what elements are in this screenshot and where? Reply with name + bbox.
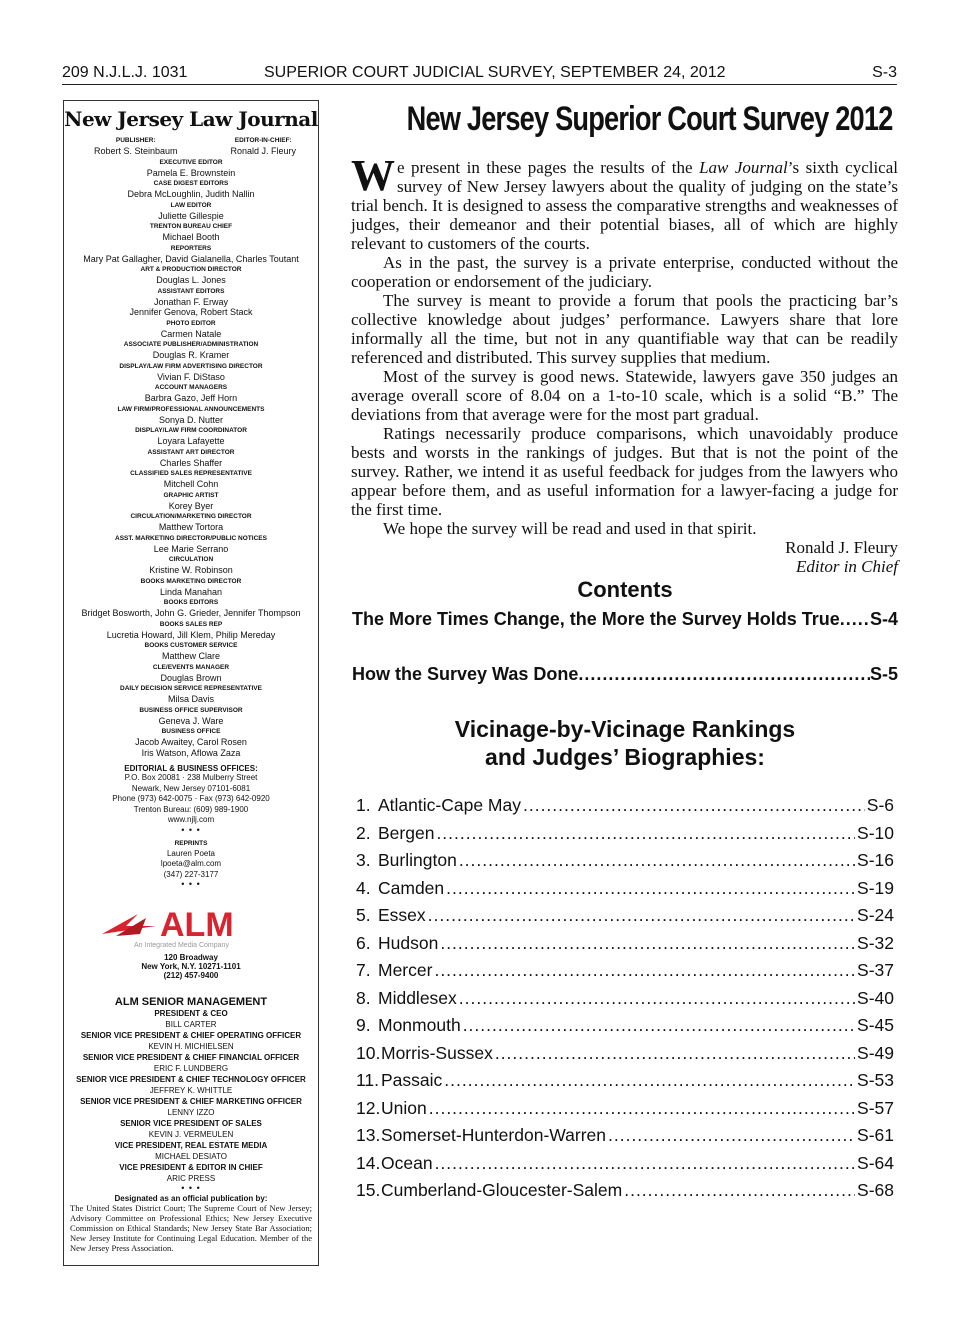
staff-role: CIRCULATION/MARKETING DIRECTOR bbox=[130, 513, 252, 520]
staff-names: Geneva J. Ware bbox=[158, 715, 224, 726]
toc-item-page: S-5 bbox=[869, 664, 898, 684]
vicinage-item[interactable] bbox=[356, 960, 894, 981]
divider-dots: • • • bbox=[181, 879, 201, 889]
leader-dots bbox=[434, 960, 855, 981]
editor-name: Ronald J. Fleury bbox=[230, 146, 296, 156]
vicinage-page: S-68 bbox=[857, 1180, 894, 1200]
leader-dots bbox=[440, 933, 855, 954]
vicinage-page: S-32 bbox=[857, 932, 894, 953]
vicinage-number: 6. bbox=[356, 932, 371, 953]
staff-names: Mitchell Cohn bbox=[163, 479, 219, 489]
staff-role: TRENTON BUREAU CHIEF bbox=[149, 223, 233, 230]
staff-names: Douglas Brown bbox=[160, 672, 222, 683]
vicinage-number: 14. bbox=[356, 1152, 381, 1173]
vicinage-page: S-57 bbox=[857, 1097, 894, 1118]
senior-name: LENNY IZZO bbox=[167, 1108, 215, 1117]
vicinage-name: Union bbox=[381, 1097, 427, 1118]
senior-role: SENIOR VICE PRESIDENT & CHIEF MARKETING OFFICER bbox=[80, 1097, 302, 1106]
vicinage-item[interactable] bbox=[356, 1180, 894, 1201]
vicinage-item[interactable] bbox=[356, 988, 894, 1009]
senior-role: SENIOR VICE PRESIDENT & CHIEF TECHNOLOGY OFFICER bbox=[76, 1075, 306, 1084]
p1-text-a: e present in these pages the results of the bbox=[397, 158, 700, 177]
vicinage-name: Essex bbox=[378, 905, 426, 925]
staff-role: BOOKS EDITORS bbox=[163, 599, 219, 606]
vicinage-heading bbox=[352, 715, 898, 771]
senior-name: BILL CARTER bbox=[165, 1020, 217, 1029]
article-body bbox=[351, 151, 898, 576]
senior-name: ARIC PRESS bbox=[166, 1174, 216, 1183]
publication-name: Law Journal bbox=[699, 158, 788, 177]
vicinage-page: S-45 bbox=[857, 1015, 894, 1035]
vicinage-page: S-61 bbox=[857, 1125, 894, 1145]
staff-names: Vivian F. DiStaso bbox=[157, 371, 225, 382]
designated-text: The United States District Court; The Supreme Court of New Jersey; Advisory Committee on Professional Ethics; New Jersey Executive Commission on Ethical Standards; New Jersey State Bar Association; New Jersey Institute for Continuing Legal Education. Member of the New Jersey Press Association. bbox=[70, 1203, 312, 1253]
vicinage-number: 11. bbox=[356, 1070, 380, 1090]
vicinage-item[interactable] bbox=[356, 1043, 894, 1064]
staff-names: Juliette Gillespie bbox=[158, 210, 224, 221]
publisher-name: Robert S. Steinbaum bbox=[94, 146, 178, 156]
staff-names: Michael Booth bbox=[162, 232, 220, 242]
paragraph-6: We hope the survey will be read and used in that spirit. bbox=[383, 519, 757, 538]
staff-names: Barbra Gazo, Jeff Horn bbox=[144, 393, 238, 403]
vicinage-name: Morris-Sussex bbox=[381, 1042, 493, 1063]
alm-tagline: An Integrated Media Company bbox=[134, 942, 229, 949]
staff-role: ASSOCIATE PUBLISHER/ADMINISTRATION bbox=[123, 341, 259, 348]
vicinage-number: 15. bbox=[356, 1180, 381, 1200]
staff-names: Charles Shaffer bbox=[159, 457, 223, 468]
leader-dots bbox=[840, 609, 870, 630]
staff-names: Douglas R. Kramer bbox=[152, 350, 230, 360]
senior-role: SENIOR VICE PRESIDENT & CHIEF OPERATING OFFICER bbox=[80, 1031, 302, 1040]
newspaper-logo: New Jersey Law Journal bbox=[64, 107, 318, 131]
vicinage-page: S-49 bbox=[857, 1042, 894, 1063]
office-line: www.njlj.com bbox=[167, 815, 215, 824]
vicinage-page: S-24 bbox=[857, 905, 894, 925]
paragraph-2: As in the past, the survey is a private enterprise, conducted without the cooperation or endorsement of the judiciary. bbox=[351, 253, 898, 291]
vicinage-name: Atlantic-Cape May bbox=[378, 795, 521, 815]
vicinage-name: Somerset-Hunterdon-Warren bbox=[381, 1125, 606, 1145]
alm-logo-text: ALM bbox=[160, 906, 234, 944]
reprints-contact bbox=[64, 849, 318, 881]
paragraph-3: The survey is meant to provide a forum that pools the practicing bar’s collective knowledge about judges’ performance. Lawyers share that lore informally all the time, but not in any quantifiable way that can be readily referenced and distributed. This survey supplies that medium. bbox=[351, 291, 898, 367]
masthead-box bbox=[63, 100, 319, 1266]
staff-names: Jonathan F. Erway Jennifer Genova, Robert Stack bbox=[129, 296, 253, 317]
vicinage-item[interactable] bbox=[356, 850, 894, 871]
staff-role: BOOKS MARKETING DIRECTOR bbox=[140, 577, 242, 585]
article-title: New Jersey Superior Court Survey 2012 bbox=[406, 100, 893, 138]
staff-names: Pamela E. Brownstein bbox=[146, 167, 236, 178]
vicinage-name: Middlesex bbox=[378, 987, 457, 1008]
leader-dots bbox=[578, 664, 870, 685]
staff-names: Matthew Clare bbox=[161, 651, 221, 661]
p1-text-b: ’s sixth cyclical survey of New Jersey lawyers about the quality of judging on the state’s trial bench. It is designed to assess the comparative strengths and weaknesses of judges, their demeanor and their potential biases, all of which are highly relevant to customers of the courts. bbox=[351, 158, 898, 253]
divider-dots: • • • bbox=[181, 824, 201, 835]
vicinage-name: Ocean bbox=[381, 1152, 433, 1173]
vicinage-item[interactable] bbox=[356, 823, 894, 844]
vicinage-item[interactable] bbox=[356, 1125, 894, 1146]
offices-title: EDITORIAL & BUSINESS OFFICES: bbox=[124, 764, 258, 773]
senior-role: VICE PRESIDENT, REAL ESTATE MEDIA bbox=[114, 1141, 268, 1150]
paragraph-5: Ratings necessarily produce comparisons, which unavoidably produce bests and worsts in the rankings of judges. But that is not the point of the survey. Rather, we intend it as useful feedback for judges from the lawyers who appear before them, and as useful information for a lawyer-facing a judge for the first time. bbox=[351, 424, 898, 519]
alm-address bbox=[64, 953, 318, 980]
staff-names: Carmen Natale bbox=[160, 328, 222, 339]
vicinage-name: Cumberland-Gloucester-Salem bbox=[381, 1180, 623, 1200]
divider-dots: • • • bbox=[181, 1183, 201, 1193]
leader-dots bbox=[608, 1125, 855, 1146]
vicinage-item[interactable] bbox=[356, 1070, 894, 1091]
reprints-role: REPRINTS bbox=[174, 839, 208, 847]
office-line: Trenton Bureau: (609) 989-1900 bbox=[133, 804, 249, 814]
staff-names: Korey Byer bbox=[168, 500, 214, 511]
publisher-editor-row bbox=[64, 135, 318, 157]
staff-names: Lee Marie Serrano bbox=[153, 543, 229, 554]
staff-role: ASST. MARKETING DIRECTOR/PUBLIC NOTICES bbox=[115, 534, 267, 542]
offices-address bbox=[64, 773, 318, 826]
paragraph-4: Most of the survey is good news. Statewide, lawyers gave 350 judges an average overall score of 8.04 on a 1-to-10 scale, which is a solid “B.” The deviations from that average were for the most part gradual. bbox=[351, 367, 898, 424]
vicinage-name: Hudson bbox=[378, 932, 439, 953]
leader-dots bbox=[429, 1098, 855, 1119]
vicinage-item[interactable] bbox=[356, 795, 894, 816]
signature-title: Editor in Chief bbox=[796, 557, 898, 576]
toc-item-label: The More Times Change, the More the Survey Holds True bbox=[352, 609, 840, 629]
leader-dots bbox=[624, 1180, 855, 1201]
vicinage-number: 10. bbox=[356, 1042, 381, 1063]
vicinage-page: S-16 bbox=[857, 850, 894, 870]
vicinage-number: 4. bbox=[356, 877, 371, 898]
vicinage-page: S-53 bbox=[857, 1070, 894, 1090]
vicinage-name: Bergen bbox=[378, 822, 435, 843]
staff-names: Debra McLoughlin, Judith Nallin bbox=[127, 189, 255, 199]
vicinage-heading-line-2: and Judges’ Biographies: bbox=[485, 744, 765, 770]
paragraph-1 bbox=[351, 151, 898, 253]
office-line: Newark, New Jersey 07101-6081 bbox=[131, 783, 251, 793]
leader-dots bbox=[436, 823, 855, 844]
alm-address-line: New York, N.Y. 10271-1101 bbox=[141, 962, 241, 971]
leader-dots bbox=[446, 878, 855, 899]
vicinage-number: 12. bbox=[356, 1097, 381, 1118]
staff-role: LAW EDITOR bbox=[170, 201, 212, 209]
senior-management-title: ALM SENIOR MANAGEMENT bbox=[114, 996, 268, 1008]
editor-role: EDITOR-IN-CHIEF: bbox=[234, 137, 292, 144]
senior-name: MICHAEL DESIATO bbox=[155, 1152, 227, 1161]
alm-address-line: (212) 457-9400 bbox=[163, 971, 219, 980]
staff-role: DAILY DECISION SERVICE REPRESENTATIVE bbox=[120, 685, 262, 692]
vicinage-number: 9. bbox=[356, 1015, 371, 1035]
toc-item-label: How the Survey Was Done bbox=[352, 664, 579, 684]
vicinage-heading-line-1: Vicinage-by-Vicinage Rankings bbox=[454, 716, 796, 742]
senior-role: VICE PRESIDENT & EDITOR IN CHIEF bbox=[119, 1163, 263, 1172]
staff-role: BOOKS CUSTOMER SERVICE bbox=[144, 642, 238, 649]
staff-names: Douglas L. Jones bbox=[156, 275, 226, 285]
staff-list bbox=[64, 157, 318, 759]
staff-role: CIRCULATION bbox=[168, 556, 214, 563]
reprints-line: Lauren Poeta bbox=[166, 848, 216, 858]
staff-names: Matthew Tortora bbox=[158, 522, 224, 532]
toc-item[interactable] bbox=[352, 664, 898, 685]
staff-names: Mary Pat Gallagher, David Gialanella, Charles Toutant bbox=[83, 253, 299, 264]
vicinage-name: Monmouth bbox=[378, 1015, 461, 1035]
vicinage-item[interactable] bbox=[356, 1153, 894, 1174]
designated-title: Designated as an official publication by: bbox=[114, 1194, 268, 1203]
senior-role: SENIOR VICE PRESIDENT & CHIEF FINANCIAL OFFICER bbox=[82, 1053, 300, 1062]
citation: 209 N.J.L.J. 1031 bbox=[62, 64, 188, 81]
staff-role: PHOTO EDITOR bbox=[166, 319, 216, 327]
alm-logo bbox=[96, 904, 286, 944]
staff-role: CASE DIGEST EDITORS bbox=[153, 180, 229, 187]
staff-role: BUSINESS OFFICE SUPERVISOR bbox=[139, 706, 243, 714]
staff-role: ART & PRODUCTION DIRECTOR bbox=[140, 266, 242, 273]
senior-name: JEFFREY K. WHITTLE bbox=[149, 1086, 233, 1095]
vicinage-page: S-19 bbox=[857, 877, 894, 898]
leader-dots bbox=[435, 1153, 855, 1174]
reprints-line: (347) 227-3177 bbox=[163, 869, 219, 879]
senior-name: ERIC F. LUNDBERG bbox=[153, 1064, 229, 1073]
staff-role: EXECUTIVE EDITOR bbox=[159, 158, 223, 166]
leader-dots bbox=[495, 1043, 855, 1064]
staff-role: LAW FIRM/PROFESSIONAL ANNOUNCEMENTS bbox=[117, 405, 265, 413]
contents-heading: Contents bbox=[577, 577, 673, 602]
staff-role: ASSISTANT ART DIRECTOR bbox=[147, 448, 235, 456]
staff-role: CLE/EVENTS MANAGER bbox=[152, 663, 230, 671]
vicinage-page: S-40 bbox=[857, 987, 894, 1008]
vicinage-number: 13. bbox=[356, 1125, 381, 1145]
signature bbox=[351, 538, 898, 576]
staff-role: DISPLAY/LAW FIRM ADVERTISING DIRECTOR bbox=[119, 362, 263, 370]
leader-dots bbox=[428, 905, 855, 926]
publisher-role: PUBLISHER: bbox=[115, 137, 156, 144]
staff-names: Kristine W. Robinson bbox=[149, 565, 233, 575]
vicinage-item[interactable] bbox=[356, 878, 894, 899]
vicinage-number: 8. bbox=[356, 987, 371, 1008]
vicinage-number: 2. bbox=[356, 822, 371, 843]
alm-address-line: 120 Broadway bbox=[164, 953, 218, 962]
staff-names: Milsa Davis bbox=[167, 694, 214, 704]
staff-role: GRAPHIC ARTIST bbox=[163, 491, 219, 499]
staff-role: CLASSIFIED SALES REPRESENTATIVE bbox=[130, 470, 252, 477]
drop-cap: W bbox=[351, 151, 395, 200]
vicinage-number: 3. bbox=[356, 850, 371, 870]
vicinage-name: Mercer bbox=[378, 960, 433, 980]
vicinage-item[interactable] bbox=[356, 1098, 894, 1119]
vicinage-number: 7. bbox=[356, 960, 371, 980]
staff-role: DISPLAY/LAW FIRM COORDINATOR bbox=[135, 427, 247, 434]
senior-role: SENIOR VICE PRESIDENT OF SALES bbox=[120, 1119, 262, 1128]
vicinage-name: Burlington bbox=[378, 850, 457, 870]
vicinage-page: S-10 bbox=[857, 822, 894, 843]
vicinage-page: S-6 bbox=[866, 795, 894, 815]
staff-role: ASSISTANT EDITORS bbox=[157, 287, 225, 295]
office-line: P.O. Box 20081 · 238 Mulberry Street bbox=[124, 773, 258, 782]
vicinage-item[interactable] bbox=[356, 933, 894, 954]
toc-item-page: S-4 bbox=[869, 609, 898, 629]
vicinage-number: 5. bbox=[356, 905, 371, 925]
page-number: S-3 bbox=[872, 64, 897, 81]
staff-names: Sonya D. Nutter bbox=[158, 414, 224, 425]
senior-management-list bbox=[64, 1008, 318, 1184]
senior-name: KEVIN H. MICHIELSEN bbox=[148, 1042, 234, 1051]
staff-names: Linda Manahan bbox=[159, 586, 223, 597]
staff-role: REPORTERS bbox=[170, 244, 212, 252]
vicinage-item[interactable] bbox=[356, 1015, 894, 1036]
staff-role: ACCOUNT MANAGERS bbox=[154, 384, 228, 391]
staff-role: BOOKS SALES REP bbox=[159, 620, 223, 628]
reprints-line: lpoeta@alm.com bbox=[160, 859, 222, 868]
leader-dots bbox=[463, 1015, 855, 1036]
staff-names: Bridget Bosworth, John G. Grieder, Jennifer Thompson bbox=[81, 608, 301, 618]
toc-item[interactable] bbox=[352, 609, 898, 630]
leader-dots bbox=[523, 795, 865, 816]
staff-names: Lucretia Howard, Jill Klem, Philip Mereday bbox=[106, 629, 276, 640]
senior-role: PRESIDENT & CEO bbox=[154, 1009, 228, 1018]
section-title: SUPERIOR COURT JUDICIAL SURVEY, SEPTEMBER 24, 2012 bbox=[264, 64, 726, 81]
vicinage-item[interactable] bbox=[356, 905, 894, 926]
vicinage-name: Passaic bbox=[381, 1070, 443, 1090]
leader-dots bbox=[459, 850, 855, 871]
vicinage-page: S-64 bbox=[857, 1152, 894, 1173]
vicinage-page: S-37 bbox=[857, 960, 894, 980]
leader-dots bbox=[444, 1070, 855, 1091]
alm-logo-mark bbox=[96, 904, 286, 944]
staff-names: Jacob Awaitey, Carol Rosen Iris Watson, Aflowa Zaza bbox=[135, 737, 247, 758]
office-line: Phone (973) 642-0075 · Fax (973) 642-0920 bbox=[112, 794, 270, 803]
leader-dots bbox=[459, 988, 855, 1009]
staff-names: Loyara Lafayette bbox=[157, 436, 225, 446]
running-header bbox=[62, 62, 897, 85]
signature-name: Ronald J. Fleury bbox=[785, 538, 898, 557]
vicinage-name: Camden bbox=[378, 877, 445, 898]
vicinage-number: 1. bbox=[356, 795, 371, 815]
staff-role: BUSINESS OFFICE bbox=[161, 728, 221, 735]
senior-name: KEVIN J. VERMEULEN bbox=[148, 1130, 234, 1139]
